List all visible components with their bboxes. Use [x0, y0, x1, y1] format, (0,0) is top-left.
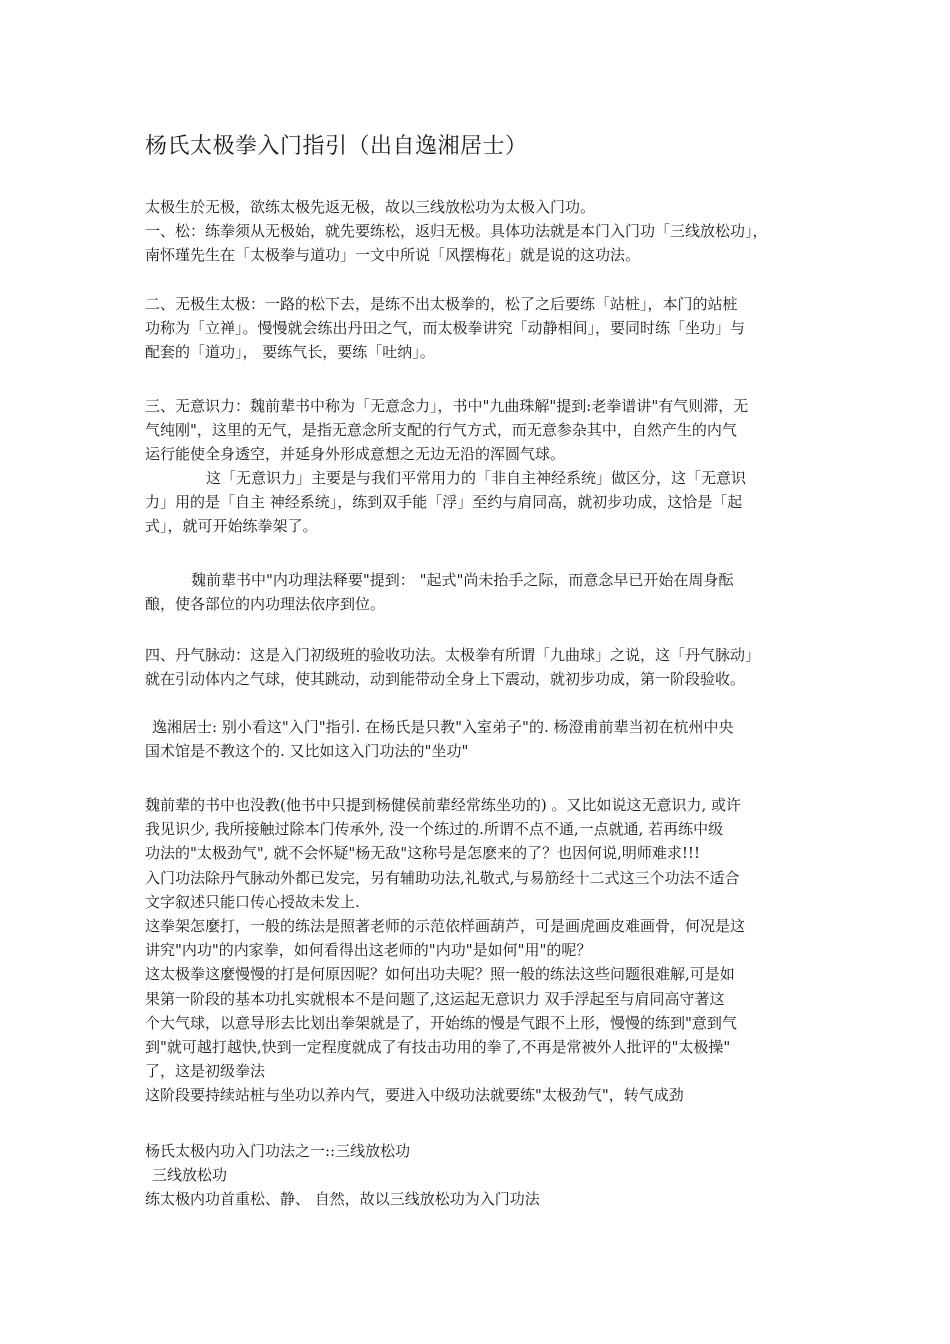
paragraph-section-3c	[145, 490, 813, 538]
paragraph-section-4	[145, 643, 813, 691]
text-line: 这阶段要持续站桩与坐功以养内气，要进入中级功法就要练"太极劲气"，转气成劲	[145, 1086, 684, 1105]
text-line: 二、无极生太极：一路的松下去，是练不出太极拳的，松了之后要练「站桩」，本门的站桩	[145, 295, 738, 313]
text-line: 配套的「道功」， 要练气长，要练「吐纳」。	[145, 343, 435, 362]
text-line: 这太极拳这麼慢慢的打是何原因呢？如何出功夫呢？照一般的练法这些问题很难解,可是如	[145, 965, 735, 984]
text-line: 运行能使全身透空，并延身外形成意想之无边无沿的浑圆气球。	[145, 445, 566, 464]
text-line: 这拳架怎麼打，一般的练法是照著老师的示范依样画葫芦，可是画虎画皮难画骨，何况是这	[145, 916, 746, 935]
text-line: 入门功法除丹气脉动外都已发完，另有辅助功法,礼敬式,与易筋经十二式这三个功法不适合	[145, 868, 740, 887]
text-line: 三线放松功	[152, 1166, 228, 1184]
paragraph-intro	[145, 195, 813, 268]
text-line: 三、无意识力：魏前辈书中称为「无意念力」，书中"九曲珠解"提到:老拳谱讲"有气则滞，无	[145, 397, 749, 415]
text-line: 南怀瑾先生在「太极拳与道功」一文中所说「风摆梅花」就是说的这功法。	[145, 246, 641, 265]
document-title: 杨氏太极拳入门指引（出自逸湘居士）	[145, 134, 528, 159]
text-line: 这「无意识力」主要是与我们平常用力的「非自主神经系统」做区分，这「无意识	[206, 469, 747, 487]
paragraph-closing	[145, 1139, 813, 1163]
text-line: 到"就可越打越快,快到一定程度就成了有技击功用的拳了,不再是常被外人批评的"太极操"	[145, 1037, 731, 1056]
text-line: 杨氏太极内功入门功法之一::三线放松功	[145, 1142, 411, 1160]
paragraph-section-quote	[145, 568, 813, 592]
text-line: 一、松：练拳须从无极始，就先要练松，返归无极。具体功法就是本门入门功「三线放松功」，	[145, 222, 768, 241]
text-line: 文字叙述只能口传心授故未发上.	[145, 892, 360, 911]
text-line: 功称为「立禅」。慢慢就会练出丹田之气，而太极拳讲究「动静相间」，要同时练「坐功」与	[145, 319, 746, 338]
text-line: 个大气球，以意导形去比划出拳架就是了，开始练的慢是气跟不上形，慢慢的练到"意到气	[145, 1013, 737, 1032]
text-line: 国术馆是不教这个的. 又比如这入门功法的"坐功"	[145, 742, 469, 760]
text-line: 四、丹气脉动：这是入门初级班的验收功法。太极拳有所谓「九曲球」之说，这「丹气脉动」	[145, 646, 761, 664]
paragraph-section-3b	[145, 466, 813, 490]
paragraph-comment-b	[145, 739, 813, 763]
text-line: 逸湘居士: 别小看这"入门"指引. 在杨氏是只教"入室弟子"的. 杨澄甫前辈当初在杭州中央	[152, 718, 734, 736]
text-line: 力」用的是「自主 神经系统」，练到双手能「浮」至约与肩同高，就初步功成，这恰是「起	[145, 493, 743, 511]
text-line: 果第一阶段的基本功扎实就根本不是问题了,这运起无意识力 双手浮起至与肩同高守著这	[145, 989, 725, 1008]
text-line: 我见识少, 我所接触过除本门传承外, 没一个练过的.所谓不点不通,一点就通, 若再练中级	[145, 820, 724, 839]
paragraph-section-3	[145, 394, 813, 467]
text-line: 酿，使各部位的内功理法依序到位。	[145, 595, 386, 613]
text-line: 气纯刚"，这里的无气，是指无意念所支配的行气方式，而无意参杂其中，自然产生的内气	[145, 421, 737, 440]
paragraph-section-quote-b	[145, 592, 813, 616]
text-line: 练太极内功首重松、静、 自然，故以三线放松功为入门功法	[145, 1190, 540, 1208]
text-line: 太极生於无极，欲练太极先返无极，故以三线放松功为太极入门功。	[145, 198, 596, 216]
paragraph-closing-c	[145, 1187, 813, 1211]
text-line: 讲究"内功"的内家拳，如何看得出这老师的"内功"是如何"用"的呢？	[145, 941, 592, 960]
paragraph-comment	[145, 715, 813, 739]
text-line: 魏前辈书中"内功理法释要"提到： "起式"尚未抬手之际，而意念早已开始在周身酝	[191, 571, 734, 589]
text-line: 就在引动体内之气球，使其跳动，动到能带动全身上下震动，就初步功成，第一阶段验收。	[145, 670, 746, 689]
paragraph-closing-b	[145, 1163, 813, 1187]
text-line: 式」，就可开始练拳架了。	[145, 517, 318, 536]
paragraph-section-2	[145, 292, 813, 365]
text-line: 了，这是初级拳法	[145, 1062, 266, 1081]
text-line: 功法的"太极劲气", 就不会怀疑"杨无敌"这称号是怎麽来的了？也因何说,明师难求!!!	[145, 844, 700, 863]
paragraph-long	[145, 793, 813, 1107]
text-line: 魏前辈的书中也没教(他书中只提到杨健侯前辈经常练坐功的) 。又比如说这无意识力, 或许	[145, 796, 742, 814]
